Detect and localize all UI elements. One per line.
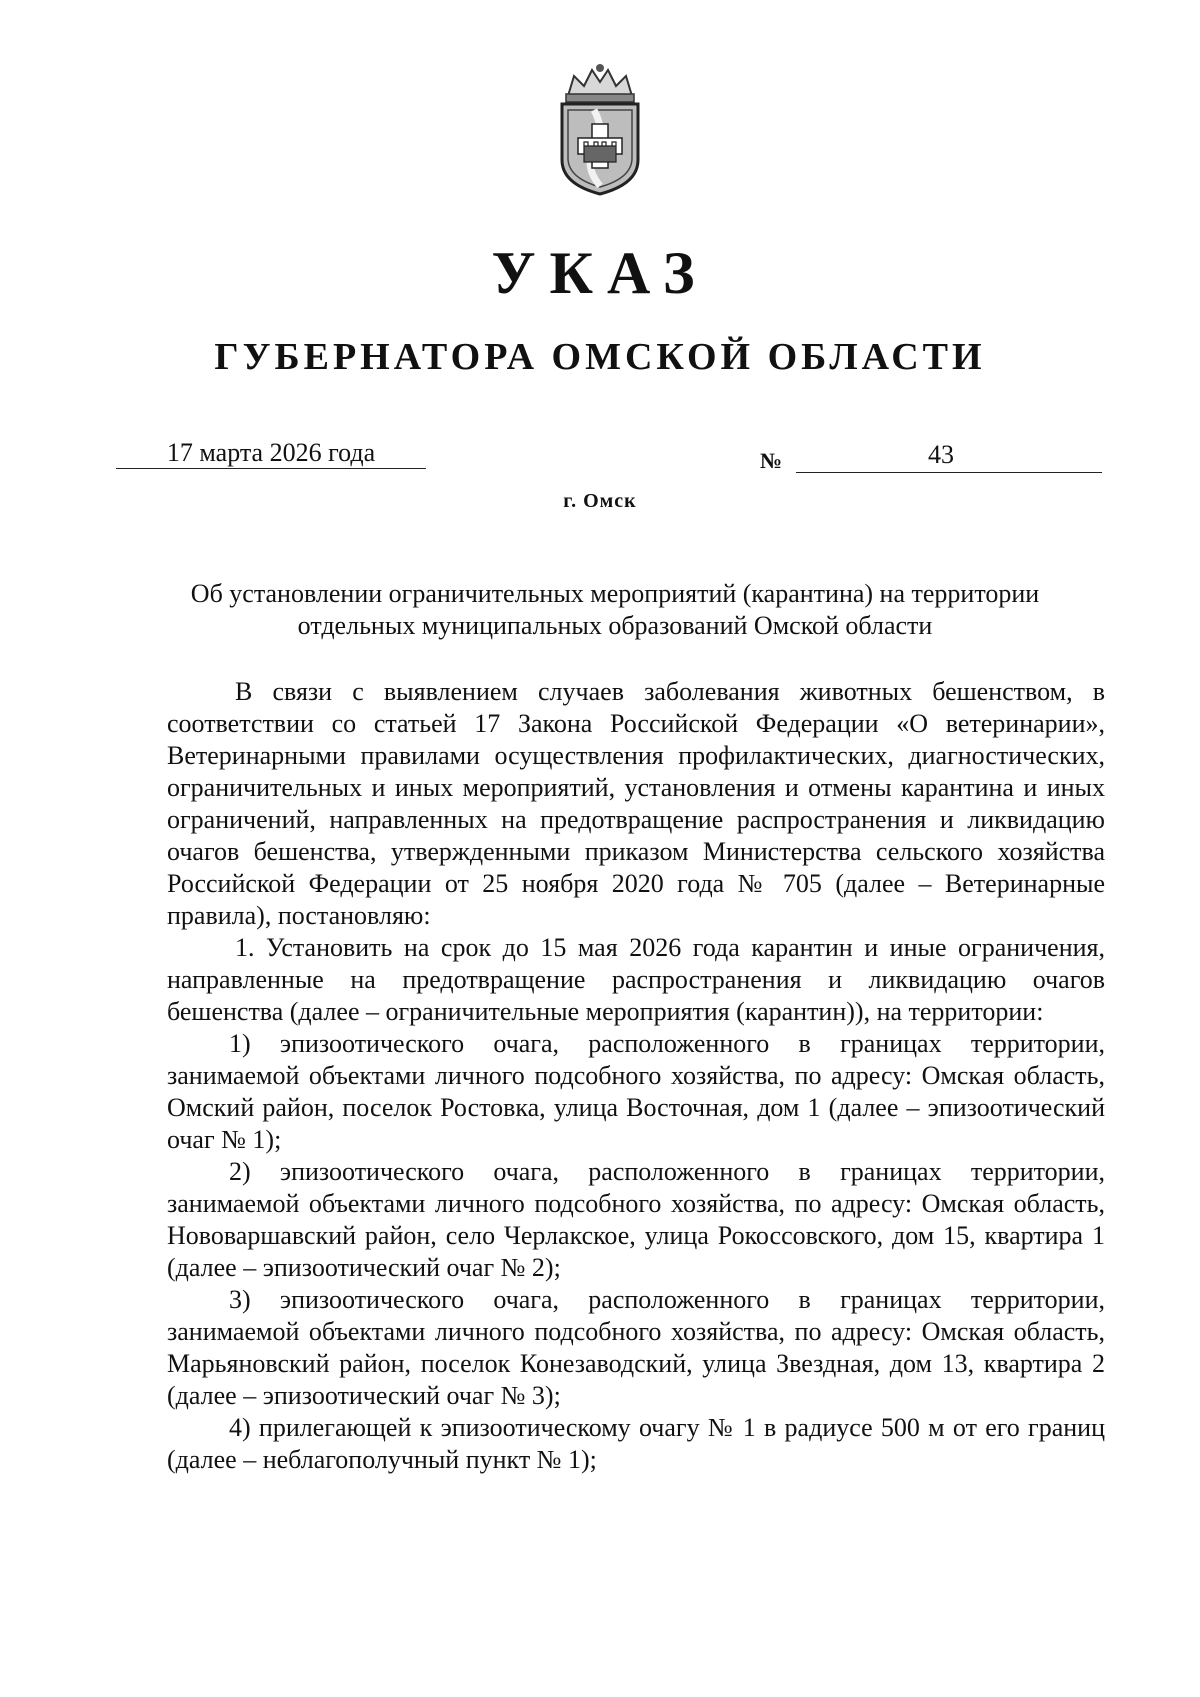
document-heading: Об установлении ограничительных мероприятий (карантина) на территории отдельных муниципальных образований Омской области <box>190 579 1040 640</box>
number-sign: № <box>760 448 783 473</box>
coat-of-arms-icon <box>554 62 646 198</box>
list-item: 3) эпизоотического очага, расположенного в границах территории, занимаемой объектами личного подсобного хозяйства, по адресу: Омская область, Марьяновский район, поселок Конезаводский, улица Звездная, дом 13, квартира 2 (далее – эпизоотический очаг № 3); <box>167 1285 1105 1410</box>
preamble-paragraph: В связи с выявлением случаев заболевания животных бешенством, в соответствии со статьей 17 Закона Российской Федерации «О ветеринарии», Ветеринарными правилами осуществления профилактических, диагностических, ограничительных и иных мероприятий, установления и отмены карантина и иных ограничений, направленных на предотвращение распространения и ликвидацию очагов бешенства, утвержденными приказом Министерства сельского хозяйства Российской Федерации от 25 ноября 2020 года № 705 (далее – Ветеринарные правила), постановляю: <box>167 677 1105 930</box>
document-date-field <box>116 438 426 469</box>
number-underline <box>796 472 1102 473</box>
document-type-title: УКАЗ <box>491 240 709 306</box>
date-underline <box>116 468 426 469</box>
document-number: 43 <box>928 440 954 469</box>
clause-1-paragraph: 1. Установить на срок до 15 мая 2026 года карантин и иные ограничения, направленные на предотвращение распространения и ликвидацию очагов бешенства (далее – ограничительные мероприятия (карантин)), на территории: <box>167 933 1105 1026</box>
list-item: 2) эпизоотического очага, расположенного в границах территории, занимаемой объектами личного подсобного хозяйства, по адресу: Омская область, Нововаршавский район, село Черлакское, улица Рокоссовского, дом 15, квартира 1 (далее – эпизоотический очаг № 2); <box>167 1157 1105 1282</box>
document-city: г. Омск <box>563 490 637 512</box>
list-item: 4) прилегающей к эпизоотическому очагу № 1 в радиусе 500 м от его границ (далее – неблагополучный пункт № 1); <box>167 1413 1105 1474</box>
list-item: 1) эпизоотического очага, расположенного в границах территории, занимаемой объектами личного подсобного хозяйства, по адресу: Омская область, Омский район, поселок Ростовка, улица Восточная, дом 1 (далее – эпизоотический очаг № 1); <box>167 1029 1105 1154</box>
document-body <box>167 676 1105 1476</box>
document-date: 17 марта 2026 года <box>166 438 376 467</box>
issuer-title: ГУБЕРНАТОРА ОМСКОЙ ОБЛАСТИ <box>214 336 986 378</box>
